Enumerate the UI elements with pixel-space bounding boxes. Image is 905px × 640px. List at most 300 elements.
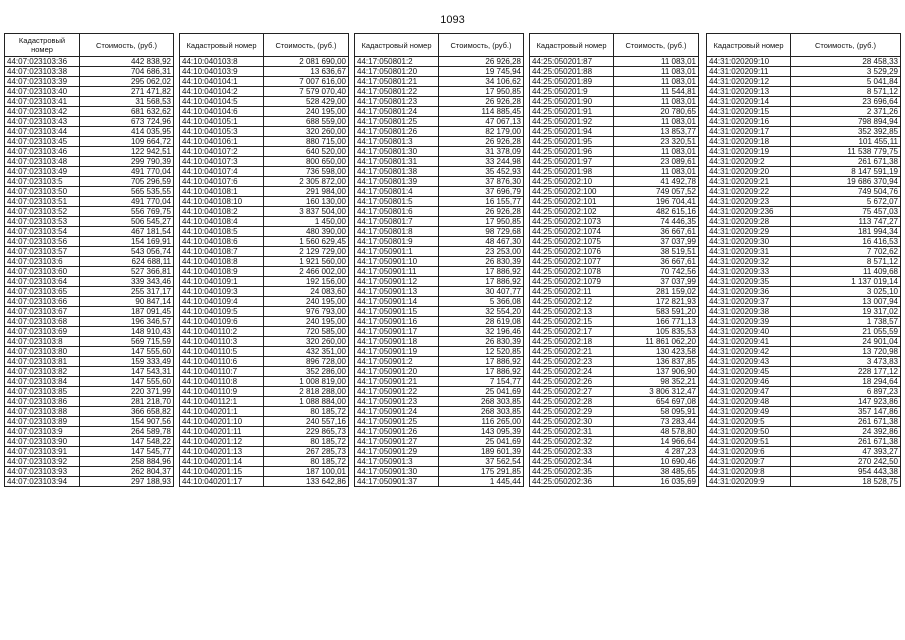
cost-table-4 xyxy=(529,33,699,487)
table-row xyxy=(355,217,524,227)
cost-cell: 4 287,23 xyxy=(614,447,699,457)
cost-cell: 1 445,44 xyxy=(439,477,524,487)
cadastral-number-cell: 44:17:050901:30 xyxy=(355,467,439,477)
cadastral-number-cell: 44:07:023103:43 xyxy=(5,117,80,127)
cost-cell: 482 615,16 xyxy=(614,207,699,217)
table-row xyxy=(530,107,699,117)
cost-cell: 896 728,00 xyxy=(264,357,349,367)
cost-cell: 18 528,75 xyxy=(791,477,901,487)
cost-cell: 2 371,26 xyxy=(791,107,901,117)
table-row xyxy=(707,367,901,377)
table-row xyxy=(530,67,699,77)
table-row xyxy=(355,147,524,157)
cost-cell: 24 392,86 xyxy=(791,427,901,437)
table-row xyxy=(5,117,174,127)
cost-cell: 7 154,77 xyxy=(439,377,524,387)
cadastral-number-cell: 44:17:050901:14 xyxy=(355,297,439,307)
cost-cell: 122 942,51 xyxy=(80,147,174,157)
cost-cell: 281 159,02 xyxy=(614,287,699,297)
table-row xyxy=(355,457,524,467)
table-row xyxy=(707,287,901,297)
cost-cell: 261 671,38 xyxy=(791,417,901,427)
cost-cell: 31 378,09 xyxy=(439,147,524,157)
cost-cell: 73 283,44 xyxy=(614,417,699,427)
header-cadastral-number: Кадастровый номер xyxy=(355,34,439,57)
table-row xyxy=(530,187,699,197)
table-row xyxy=(5,267,174,277)
cadastral-number-cell: 44:31:020209:15 xyxy=(707,107,791,117)
table-row xyxy=(707,267,901,277)
table-row xyxy=(180,77,349,87)
cadastral-number-cell: 44:25:050202:17 xyxy=(530,327,614,337)
cadastral-number-cell: 44:25:050202:102 xyxy=(530,207,614,217)
cadastral-number-cell: 44:31:020209:14 xyxy=(707,97,791,107)
cadastral-number-cell: 44:10:040110:3 xyxy=(180,337,264,347)
cadastral-number-cell: 44:17:050901:16 xyxy=(355,317,439,327)
cadastral-number-cell: 44:25:050202:101 xyxy=(530,197,614,207)
cost-cell: 467 181,54 xyxy=(80,227,174,237)
table-row xyxy=(5,147,174,157)
header-cost: Стоимость, (руб.) xyxy=(264,34,349,57)
cost-cell: 339 343,46 xyxy=(80,277,174,287)
cadastral-number-cell: 44:17:050801:22 xyxy=(355,87,439,97)
cadastral-number-cell: 44:10:040112:1 xyxy=(180,397,264,407)
cost-cell: 352 392,85 xyxy=(791,127,901,137)
cadastral-number-cell: 44:31:020209:40 xyxy=(707,327,791,337)
cost-cell: 491 770,04 xyxy=(80,197,174,207)
cost-cell: 8 147 591,19 xyxy=(791,167,901,177)
table-row xyxy=(530,407,699,417)
table-row xyxy=(180,357,349,367)
table-row xyxy=(180,177,349,187)
cost-cell: 24 083,60 xyxy=(264,287,349,297)
table-row xyxy=(355,287,524,297)
table-row xyxy=(707,167,901,177)
table-row xyxy=(5,417,174,427)
cost-cell: 556 769,75 xyxy=(80,207,174,217)
cost-cell: 720 585,00 xyxy=(264,327,349,337)
cost-cell: 13 007,94 xyxy=(791,297,901,307)
table-row xyxy=(180,197,349,207)
cadastral-number-cell: 44:25:050202:29 xyxy=(530,407,614,417)
table-row xyxy=(5,367,174,377)
cost-cell: 47 067,13 xyxy=(439,117,524,127)
table-row xyxy=(355,367,524,377)
cadastral-number-cell: 44:07:023103:42 xyxy=(5,107,80,117)
table-row xyxy=(5,307,174,317)
table-row xyxy=(707,227,901,237)
cost-cell: 196 704,41 xyxy=(614,197,699,207)
cost-cell: 506 545,27 xyxy=(80,217,174,227)
cadastral-number-cell: 44:31:020209:30 xyxy=(707,237,791,247)
table-row xyxy=(180,327,349,337)
table-row xyxy=(530,197,699,207)
table-row xyxy=(5,467,174,477)
cadastral-number-cell: 44:10:040201:11 xyxy=(180,427,264,437)
cost-cell: 480 390,00 xyxy=(264,227,349,237)
cost-cell: 268 303,85 xyxy=(439,397,524,407)
header-cost: Стоимость, (руб.) xyxy=(614,34,699,57)
cost-cell: 26 926,28 xyxy=(439,137,524,147)
cadastral-number-cell: 44:25:050202:18 xyxy=(530,337,614,347)
cost-cell: 281 218,70 xyxy=(80,397,174,407)
cost-cell: 147 555,60 xyxy=(80,347,174,357)
cost-cell: 34 106,62 xyxy=(439,77,524,87)
cadastral-number-cell: 44:10:040107:2 xyxy=(180,147,264,157)
cadastral-number-cell: 44:25:050202:27 xyxy=(530,387,614,397)
table-header-row xyxy=(355,34,524,57)
cost-cell: 148 910,43 xyxy=(80,327,174,337)
cadastral-number-cell: 44:07:023103:90 xyxy=(5,437,80,447)
cost-cell: 13 720,98 xyxy=(791,347,901,357)
table-row xyxy=(180,437,349,447)
cost-cell: 736 598,00 xyxy=(264,167,349,177)
table-row xyxy=(5,237,174,247)
cadastral-number-cell: 44:07:023103:51 xyxy=(5,197,80,207)
table-row xyxy=(355,327,524,337)
table-row xyxy=(5,297,174,307)
cadastral-number-cell: 44:10:040106:1 xyxy=(180,137,264,147)
cost-cell: 17 886,92 xyxy=(439,367,524,377)
table-row xyxy=(355,67,524,77)
cadastral-number-cell: 44:17:050901:19 xyxy=(355,347,439,357)
cost-cell: 3 837 504,00 xyxy=(264,207,349,217)
cadastral-number-cell: 44:31:020209:47 xyxy=(707,387,791,397)
cadastral-number-cell: 44:17:050901:23 xyxy=(355,397,439,407)
cost-cell: 19 317,02 xyxy=(791,307,901,317)
cadastral-number-cell: 44:31:020209:48 xyxy=(707,397,791,407)
cost-cell: 240 195,00 xyxy=(264,107,349,117)
cadastral-number-cell: 44:25:050202:11 xyxy=(530,287,614,297)
table-row xyxy=(530,417,699,427)
cost-cell: 36 667,61 xyxy=(614,257,699,267)
table-row xyxy=(530,247,699,257)
cadastral-number-cell: 44:10:040108:8 xyxy=(180,257,264,267)
cadastral-number-cell: 44:10:040201:12 xyxy=(180,437,264,447)
cadastral-number-cell: 44:17:050801:39 xyxy=(355,177,439,187)
header-cost: Стоимость, (руб.) xyxy=(80,34,174,57)
cost-cell: 3 806 312,47 xyxy=(614,387,699,397)
cadastral-number-cell: 44:07:023103:50 xyxy=(5,187,80,197)
table-row xyxy=(355,167,524,177)
cost-cell: 11 083,01 xyxy=(614,117,699,127)
cost-cell: 75 457,03 xyxy=(791,207,901,217)
table-row xyxy=(180,67,349,77)
cadastral-number-cell: 44:31:020209:23 xyxy=(707,197,791,207)
cadastral-cost-table xyxy=(354,33,524,487)
cadastral-number-cell: 44:10:040105:3 xyxy=(180,127,264,137)
cadastral-number-cell: 44:25:050201:92 xyxy=(530,117,614,127)
cost-cell: 688 559,00 xyxy=(264,117,349,127)
cost-cell: 36 667,61 xyxy=(614,227,699,237)
cadastral-number-cell: 44:17:050901:10 xyxy=(355,257,439,267)
cadastral-number-cell: 44:25:050202:32 xyxy=(530,437,614,447)
cadastral-number-cell: 44:17:050901:13 xyxy=(355,287,439,297)
cost-cell: 2 305 872,00 xyxy=(264,177,349,187)
cadastral-number-cell: 44:10:040103:9 xyxy=(180,67,264,77)
cadastral-number-cell: 44:31:020209:29 xyxy=(707,227,791,237)
table-row xyxy=(355,267,524,277)
cadastral-number-cell: 44:17:050801:25 xyxy=(355,117,439,127)
cost-cell: 189 601,39 xyxy=(439,447,524,457)
table-row xyxy=(707,107,901,117)
cadastral-number-cell: 44:07:023103:86 xyxy=(5,397,80,407)
table-row xyxy=(707,357,901,367)
cost-cell: 147 923,86 xyxy=(791,397,901,407)
table-row xyxy=(355,177,524,187)
table-row xyxy=(5,287,174,297)
cost-cell: 74 446,35 xyxy=(614,217,699,227)
cost-cell: 1 450,00 xyxy=(264,217,349,227)
table-row xyxy=(355,187,524,197)
table-row xyxy=(530,277,699,287)
table-row xyxy=(707,297,901,307)
table-row xyxy=(5,77,174,87)
cost-cell: 175 291,85 xyxy=(439,467,524,477)
cadastral-number-cell: 44:17:050801:24 xyxy=(355,107,439,117)
cadastral-number-cell: 44:31:020209:37 xyxy=(707,297,791,307)
cadastral-number-cell: 44:31:020209:7 xyxy=(707,457,791,467)
cadastral-number-cell: 44:31:020209:11 xyxy=(707,67,791,77)
cost-cell: 187 100,01 xyxy=(264,467,349,477)
cost-cell: 976 793,00 xyxy=(264,307,349,317)
cost-cell: 143 095,39 xyxy=(439,427,524,437)
cost-cell: 1 008 819,00 xyxy=(264,377,349,387)
cadastral-number-cell: 44:07:023103:80 xyxy=(5,347,80,357)
cadastral-number-cell: 44:07:023103:45 xyxy=(5,137,80,147)
cost-cell: 26 926,28 xyxy=(439,57,524,67)
cost-cell: 16 035,69 xyxy=(614,477,699,487)
cost-cell: 291 984,00 xyxy=(264,187,349,197)
cadastral-number-cell: 44:25:050201:94 xyxy=(530,127,614,137)
cost-cell: 10 690,46 xyxy=(614,457,699,467)
table-row xyxy=(530,237,699,247)
table-row xyxy=(180,127,349,137)
cadastral-number-cell: 44:25:050201:9 xyxy=(530,87,614,97)
cadastral-number-cell: 44:10:040110:6 xyxy=(180,357,264,367)
cadastral-number-cell: 44:31:020209:12 xyxy=(707,77,791,87)
cadastral-number-cell: 44:25:050202:1078 xyxy=(530,267,614,277)
table-row xyxy=(530,267,699,277)
cadastral-number-cell: 44:31:020209:20 xyxy=(707,167,791,177)
table-row xyxy=(180,217,349,227)
cadastral-number-cell: 44:07:023103:68 xyxy=(5,317,80,327)
table-row xyxy=(707,477,901,487)
cadastral-number-cell: 44:07:023103:46 xyxy=(5,147,80,157)
table-row xyxy=(180,167,349,177)
cadastral-number-cell: 44:10:040201:10 xyxy=(180,417,264,427)
table-row xyxy=(180,207,349,217)
cadastral-number-cell: 44:07:023103:54 xyxy=(5,227,80,237)
table-row xyxy=(5,57,174,67)
table-row xyxy=(5,67,174,77)
table-row xyxy=(707,317,901,327)
table-row xyxy=(530,337,699,347)
table-row xyxy=(5,157,174,167)
cost-cell: 432 351,00 xyxy=(264,347,349,357)
cost-cell: 228 177,12 xyxy=(791,367,901,377)
cadastral-cost-table xyxy=(706,33,901,487)
cadastral-number-cell: 44:07:023103:48 xyxy=(5,157,80,167)
table-row xyxy=(530,217,699,227)
cost-cell: 37 037,99 xyxy=(614,237,699,247)
cost-cell: 7 579 070,40 xyxy=(264,87,349,97)
cost-cell: 101 455,11 xyxy=(791,137,901,147)
table-row xyxy=(530,97,699,107)
table-row xyxy=(707,347,901,357)
cadastral-number-cell: 44:25:050202:33 xyxy=(530,447,614,457)
cost-cell: 166 771,13 xyxy=(614,317,699,327)
cost-cell: 16 416,53 xyxy=(791,237,901,247)
table-row xyxy=(180,337,349,347)
table-row xyxy=(180,227,349,237)
cadastral-number-cell: 44:17:050801:26 xyxy=(355,127,439,137)
table-row xyxy=(707,187,901,197)
cadastral-number-cell: 44:25:050202:28 xyxy=(530,397,614,407)
table-row xyxy=(707,327,901,337)
table-row xyxy=(355,257,524,267)
table-row xyxy=(355,347,524,357)
cost-cell: 5 672,07 xyxy=(791,197,901,207)
cost-cell: 33 244,98 xyxy=(439,157,524,167)
cadastral-number-cell: 44:07:023103:39 xyxy=(5,77,80,87)
cadastral-number-cell: 44:10:040109:6 xyxy=(180,317,264,327)
cadastral-number-cell: 44:31:020209:41 xyxy=(707,337,791,347)
table-header-row xyxy=(530,34,699,57)
cadastral-number-cell: 44:25:050202:21 xyxy=(530,347,614,357)
table-row xyxy=(5,457,174,467)
cadastral-number-cell: 44:07:023103:8 xyxy=(5,337,80,347)
table-row xyxy=(355,467,524,477)
cadastral-number-cell: 44:17:050801:8 xyxy=(355,227,439,237)
cadastral-number-cell: 44:31:020209:9 xyxy=(707,477,791,487)
table-row xyxy=(180,307,349,317)
cost-cell: 37 696,79 xyxy=(439,187,524,197)
table-row xyxy=(707,67,901,77)
table-row xyxy=(355,197,524,207)
table-row xyxy=(180,57,349,67)
cost-cell: 1 921 560,00 xyxy=(264,257,349,267)
cadastral-number-cell: 44:10:040104:5 xyxy=(180,97,264,107)
table-row xyxy=(355,237,524,247)
cadastral-number-cell: 44:31:020209:32 xyxy=(707,257,791,267)
cadastral-number-cell: 44:25:050202:1077 xyxy=(530,257,614,267)
cost-cell: 130 423,58 xyxy=(614,347,699,357)
cadastral-number-cell: 44:17:050901:17 xyxy=(355,327,439,337)
cadastral-number-cell: 44:25:050202:15 xyxy=(530,317,614,327)
cadastral-number-cell: 44:25:050201:91 xyxy=(530,107,614,117)
cadastral-number-cell: 44:25:050201:88 xyxy=(530,67,614,77)
cost-cell: 187 091,45 xyxy=(80,307,174,317)
cost-cell: 113 747,27 xyxy=(791,217,901,227)
cadastral-number-cell: 44:07:023103:81 xyxy=(5,357,80,367)
table-row xyxy=(707,447,901,457)
cost-cell: 258 884,96 xyxy=(80,457,174,467)
cadastral-number-cell: 44:10:040108:6 xyxy=(180,237,264,247)
cost-cell: 80 185,72 xyxy=(264,437,349,447)
cadastral-number-cell: 44:07:023103:9 xyxy=(5,427,80,437)
cadastral-number-cell: 44:31:020209:45 xyxy=(707,367,791,377)
table-row xyxy=(707,197,901,207)
cost-cell: 90 847,14 xyxy=(80,297,174,307)
table-row xyxy=(707,87,901,97)
cost-cell: 442 838,92 xyxy=(80,57,174,67)
header-cadastral-number: Кадастровый номер xyxy=(707,34,791,57)
cost-cell: 295 062,02 xyxy=(80,77,174,87)
cadastral-number-cell: 44:10:040110:8 xyxy=(180,377,264,387)
cost-cell: 749 057,52 xyxy=(614,187,699,197)
table-row xyxy=(5,317,174,327)
cost-cell: 14 966,64 xyxy=(614,437,699,447)
table-row xyxy=(180,187,349,197)
table-row xyxy=(5,407,174,417)
cost-cell: 366 658,82 xyxy=(80,407,174,417)
table-row xyxy=(5,227,174,237)
cadastral-number-cell: 44:17:050901:27 xyxy=(355,437,439,447)
cost-cell: 23 320,51 xyxy=(614,137,699,147)
table-row xyxy=(5,327,174,337)
table-row xyxy=(530,297,699,307)
cost-cell: 267 285,73 xyxy=(264,447,349,457)
table-row xyxy=(5,137,174,147)
table-row xyxy=(530,347,699,357)
cost-cell: 1 088 884,00 xyxy=(264,397,349,407)
cost-cell: 17 886,92 xyxy=(439,267,524,277)
cost-cell: 705 296,59 xyxy=(80,177,174,187)
cost-cell: 17 950,85 xyxy=(439,87,524,97)
table-row xyxy=(5,477,174,487)
cost-cell: 255 317,17 xyxy=(80,287,174,297)
cadastral-number-cell: 44:31:020209:50 xyxy=(707,427,791,437)
cost-cell: 1 738,57 xyxy=(791,317,901,327)
cadastral-number-cell: 44:10:040109:1 xyxy=(180,277,264,287)
table-row xyxy=(180,267,349,277)
cost-cell: 137 906,90 xyxy=(614,367,699,377)
table-row xyxy=(355,207,524,217)
table-row xyxy=(530,367,699,377)
cadastral-number-cell: 44:10:040110:9 xyxy=(180,387,264,397)
table-row xyxy=(355,357,524,367)
table-row xyxy=(530,457,699,467)
table-row xyxy=(5,107,174,117)
cost-cell: 2 466 002,00 xyxy=(264,267,349,277)
table-row xyxy=(5,387,174,397)
cadastral-number-cell: 44:31:020209:28 xyxy=(707,217,791,227)
table-row xyxy=(5,87,174,97)
table-row xyxy=(707,417,901,427)
table-row xyxy=(707,137,901,147)
cost-cell: 20 780,65 xyxy=(614,107,699,117)
cost-cell: 954 443,38 xyxy=(791,467,901,477)
table-row xyxy=(180,137,349,147)
header-cadastral-number: Кадастровый номер xyxy=(530,34,614,57)
table-row xyxy=(5,247,174,257)
cadastral-cost-table xyxy=(179,33,349,487)
cost-table-2 xyxy=(179,33,349,487)
table-row xyxy=(707,467,901,477)
table-row xyxy=(5,337,174,347)
cadastral-number-cell: 44:17:050801:6 xyxy=(355,207,439,217)
cost-cell: 11 861 062,20 xyxy=(614,337,699,347)
table-row xyxy=(355,427,524,437)
table-row xyxy=(530,127,699,137)
cost-cell: 37 876,30 xyxy=(439,177,524,187)
table-row xyxy=(355,307,524,317)
cadastral-number-cell: 44:31:020209:51 xyxy=(707,437,791,447)
cadastral-number-cell: 44:07:023103:53 xyxy=(5,217,80,227)
cost-cell: 3 473,83 xyxy=(791,357,901,367)
cadastral-number-cell: 44:25:050201:90 xyxy=(530,97,614,107)
